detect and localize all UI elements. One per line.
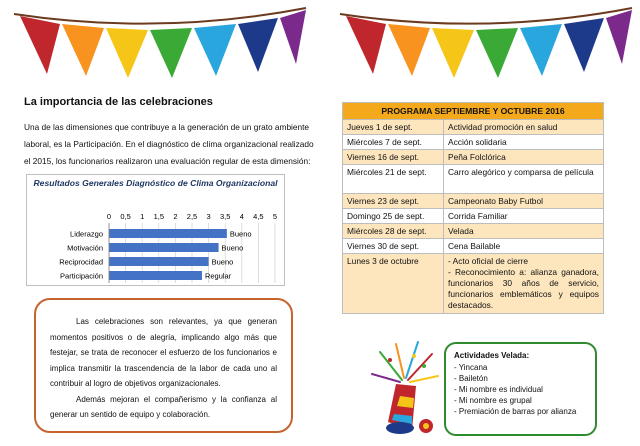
activity-item: - Mi nombre es grupal — [454, 396, 532, 405]
category-label: Reciprocidad — [59, 257, 103, 267]
row-date: Miércoles 28 de sept. — [343, 224, 444, 239]
chart-plot — [27, 175, 284, 285]
row-date: Miércoles 7 de sept. — [343, 135, 444, 150]
category-label: Motivación — [67, 243, 103, 253]
tick-label: 0 — [106, 212, 112, 221]
table-row — [343, 165, 604, 194]
tick-label: 3,5 — [219, 212, 231, 221]
results-chart — [26, 174, 285, 286]
bar — [109, 229, 227, 238]
tick-label: 1 — [140, 212, 145, 221]
tick-label: 5 — [272, 212, 278, 221]
row-event: Acción solidaria — [444, 135, 604, 150]
table-row — [343, 209, 604, 224]
box-paragraph-2: Además mejoran el compañerismo y la confianza al generar un sentido de equipo y colaboración. — [50, 394, 277, 419]
bar — [109, 243, 219, 252]
tick-label: 4 — [239, 212, 244, 221]
row-date: Viernes 16 de sept. — [343, 150, 444, 165]
row-date: Lunes 3 de octubre — [343, 254, 444, 314]
tick-label: 4,5 — [253, 212, 264, 221]
bar — [109, 271, 202, 280]
program-table — [342, 102, 604, 314]
row-date: Viernes 23 de sept. — [343, 194, 444, 209]
table-row — [343, 224, 604, 239]
tick-label: 2,5 — [186, 212, 198, 221]
row-event: Cena Bailable — [444, 239, 604, 254]
activity-item: - Yincana — [454, 363, 488, 372]
row-date: Domingo 25 de sept. — [343, 209, 444, 224]
celebrations-box — [34, 298, 293, 433]
table-row — [343, 254, 604, 314]
activities-title: Actividades Velada: — [454, 351, 530, 360]
event-line-1: - Acto oficial de cierre — [448, 256, 529, 266]
data-label: Bueno — [221, 243, 244, 253]
data-label: Bueno — [229, 229, 252, 239]
section-title: La importancia de las celebraciones — [24, 96, 213, 108]
category-label: Liderazgo — [70, 229, 103, 239]
table-row — [343, 120, 604, 135]
row-event — [444, 254, 604, 314]
row-date: Miércoles 21 de sept. — [343, 165, 444, 194]
bunting-right — [336, 0, 636, 80]
row-event: Actividad promoción en salud — [444, 120, 604, 135]
activity-item: - Premiación de barras por alianza — [454, 407, 577, 416]
tick-label: 1,5 — [153, 212, 165, 221]
activities-box — [444, 342, 597, 436]
row-event: Campeonato Baby Futbol — [444, 194, 604, 209]
event-line-2: - Reconocimiento a: alianza ganadora, funcionarios 30 años de servicio, funcionarios emblemáticos y equipos destacados. — [448, 267, 599, 310]
category-label: Participación — [60, 271, 103, 281]
box-paragraph-1: Las celebraciones son relevantes, ya que generan momentos positivos o de alegría, implicando algo más que festejar, se trata de reconocer el esfuerzo de los funcionarios e implica transmitir la trascendencia de la labor de cada uno al contribuir al logro de objetivos organizacionales. — [50, 317, 277, 388]
row-event: Velada — [444, 224, 604, 239]
intro-paragraph: Una de las dimensiones que contribuye a la generación de un grato ambiente laboral, es la Participación. En el diagnóstico de clima organizacional realizado el 2015, los funcionarios realizaron una evaluación regular de esta dimensión: — [24, 122, 314, 166]
table-row — [343, 194, 604, 209]
table-row — [343, 150, 604, 165]
row-event: Peña Folclórica — [444, 150, 604, 165]
bunting-left — [10, 0, 310, 80]
row-event: Carro alegórico y comparsa de película — [444, 165, 604, 194]
tick-label: 2 — [173, 212, 178, 221]
tick-label: 3 — [206, 212, 211, 221]
party-horn-illustration — [366, 338, 442, 438]
row-date: Viernes 30 de sept. — [343, 239, 444, 254]
activity-item: - Bailetón — [454, 374, 488, 383]
data-label: Regular — [204, 271, 232, 281]
table-row — [343, 135, 604, 150]
row-event: Corrida Familiar — [444, 209, 604, 224]
tick-label: 0,5 — [120, 212, 131, 221]
program-header: PROGRAMA SEPTIEMBRE Y OCTUBRE 2016 — [343, 103, 604, 120]
activity-item: - Mi nombre es individual — [454, 385, 543, 394]
table-row — [343, 239, 604, 254]
row-date: Jueves 1 de sept. — [343, 120, 444, 135]
bar — [109, 257, 209, 266]
chart-title: Resultados Generales Diagnóstico de Clima Organizacional — [33, 178, 278, 188]
data-label: Bueno — [211, 257, 234, 267]
